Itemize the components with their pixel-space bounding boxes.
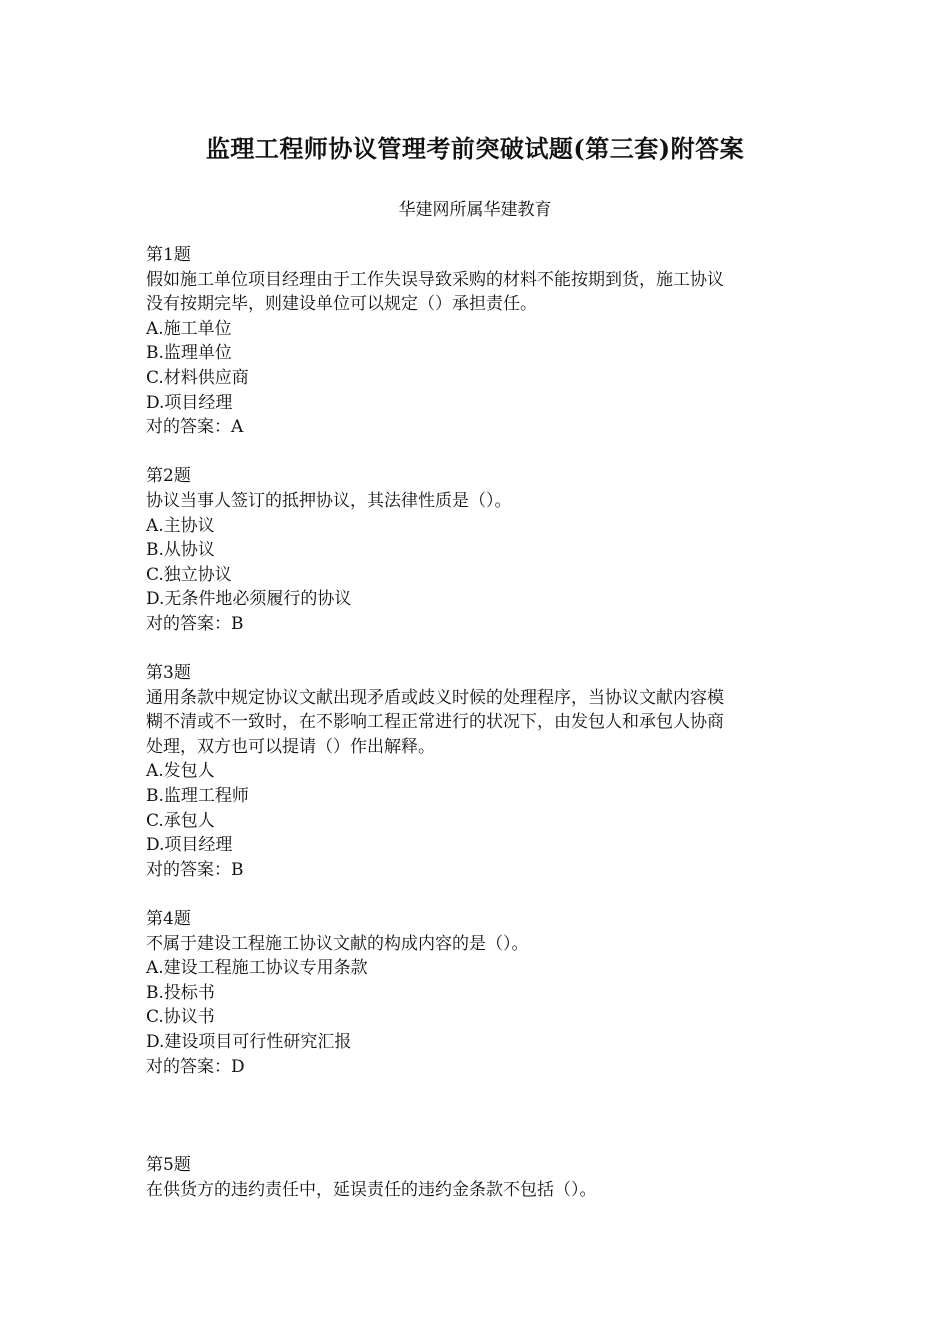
question-number: 第4题 (146, 909, 191, 930)
question-list (146, 243, 806, 1202)
option-d: D.无条件地必须履行的协议 (146, 589, 352, 610)
option-c: C.承包人 (146, 810, 215, 831)
question-number: 第3题 (146, 663, 191, 684)
option-d: D.项目经理 (146, 835, 233, 856)
question-number: 第1题 (146, 245, 191, 265)
question-stem-line: 协议当事人签订的抵押协议，其法律性质是（）。 (146, 490, 512, 511)
option-b: B.监理单位 (146, 343, 232, 364)
option-c: C.协议书 (146, 1007, 215, 1028)
question-stem-line: 不属于建设工程施工协议文献的构成内容的是（）。 (146, 933, 529, 954)
option-a: A.施工单位 (146, 318, 232, 339)
question-stem-line: 没有按期完毕，则建设单位可以规定（）承担责任。 (146, 294, 537, 315)
option-c: C.材料供应商 (146, 367, 249, 388)
option-b: B.从协议 (146, 540, 215, 561)
question-stem-line: 糊不清或不一致时，在不影响工程正常进行的状况下，由发包人和承包人协商 (146, 712, 724, 733)
question-5 (146, 1153, 806, 1202)
question-4 (146, 907, 806, 1079)
option-d: D.建设项目可行性研究汇报 (146, 1032, 352, 1052)
document-title: 监理工程师协议管理考前突破试题(第三套)附答案 (205, 134, 745, 163)
question-2 (146, 464, 806, 636)
document-subtitle: 华建网所属华建教育 (398, 200, 552, 220)
answer-line: 对的答案：A (146, 417, 244, 438)
option-c: C.独立协议 (146, 564, 232, 585)
option-a: A.发包人 (146, 761, 215, 782)
question-number: 第2题 (146, 466, 191, 487)
question-stem-line: 在供货方的违约责任中，延误责任的违约金条款不包括（）。 (146, 1179, 597, 1200)
option-a: A.主协议 (146, 515, 215, 536)
option-b: B.投标书 (146, 982, 215, 1003)
question-stem-line: 假如施工单位项目经理由于工作失误导致采购的材料不能按期到货，施工协议 (146, 269, 724, 290)
option-b: B.监理工程师 (146, 786, 249, 807)
question-stem-line: 通用条款中规定协议文献出现矛盾或歧义时候的处理程序，当协议文献内容模 (146, 687, 724, 708)
answer-line: 对的答案：B (146, 859, 244, 880)
answer-line: 对的答案：D (146, 1056, 245, 1077)
answer-line: 对的答案：B (146, 613, 244, 634)
option-d: D.项目经理 (146, 392, 233, 413)
option-a: A.建设工程施工协议专用条款 (146, 958, 368, 979)
question-1 (146, 243, 806, 440)
question-3 (146, 661, 806, 882)
question-number: 第5题 (146, 1154, 191, 1175)
question-stem-line: 处理，双方也可以提请（）作出解释。 (146, 736, 435, 757)
